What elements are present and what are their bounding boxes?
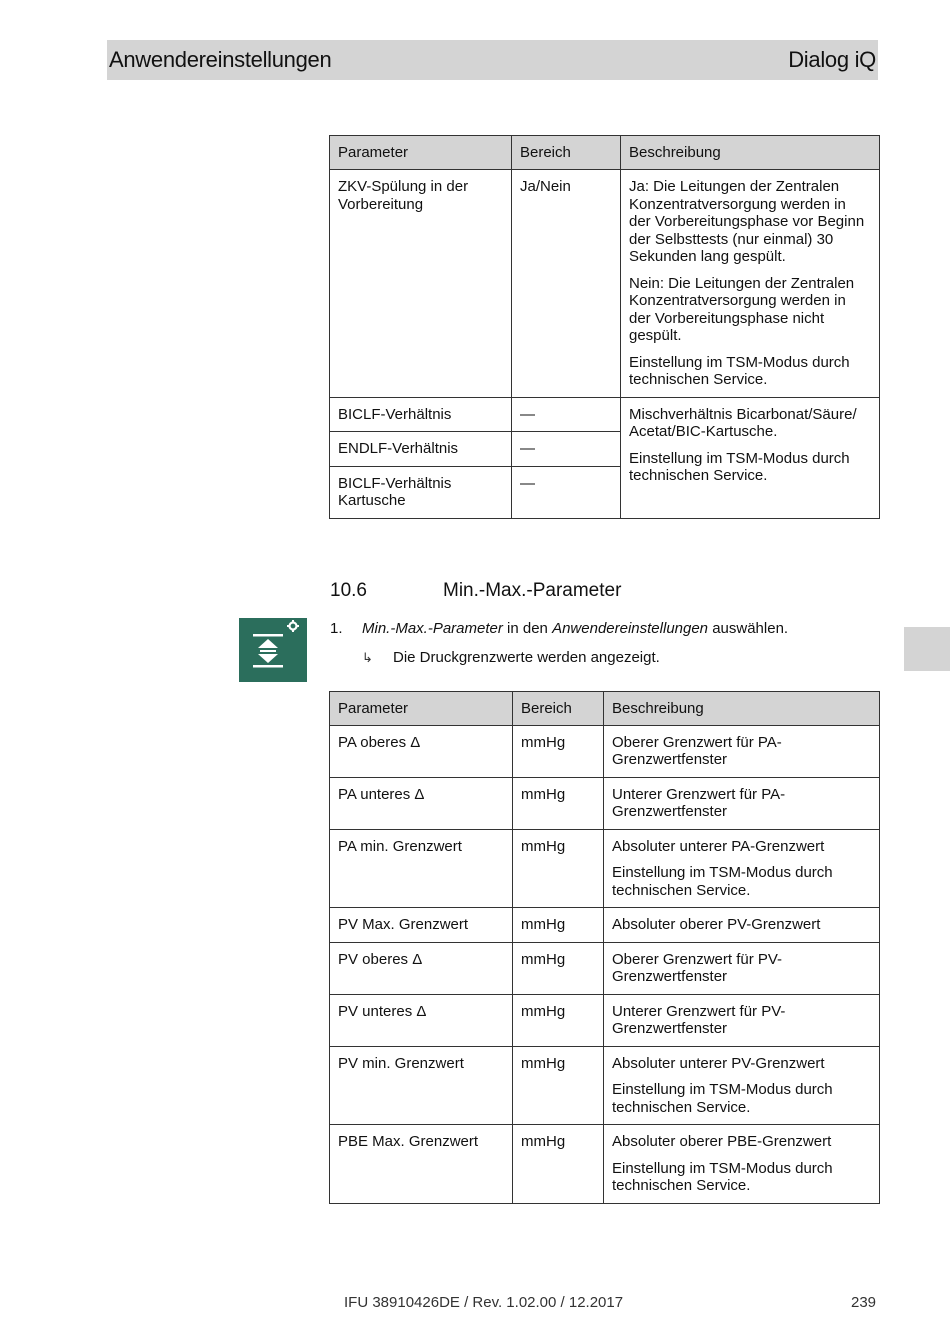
- param-cell: PBE Max. Grenzwert: [330, 1125, 513, 1204]
- description-cell: [604, 725, 880, 777]
- description-text: Absoluter unterer PV-Grenzwert: [612, 1054, 825, 1072]
- range-cell: Ja/Nein: [512, 170, 621, 398]
- description-text: Absoluter unterer PA-Grenzwert: [612, 837, 825, 855]
- header-range: Bereich: [512, 136, 621, 170]
- description-cell: [621, 170, 880, 398]
- description-text: Unterer Grenzwert für PV-Grenzwertfenster: [612, 1002, 786, 1037]
- description-text: Oberer Grenzwert für PA-Grenzwertfenster: [612, 733, 782, 768]
- param-cell: PV unteres Δ: [330, 994, 513, 1046]
- param-cell: PA unteres Δ: [330, 777, 513, 829]
- param-cell: PV oberes Δ: [330, 942, 513, 994]
- range-cell: mmHg: [513, 942, 604, 994]
- range-cell: —: [512, 432, 621, 467]
- step-text-part: in den: [502, 620, 553, 637]
- table-header-row: [330, 692, 880, 726]
- table-row: [330, 942, 880, 994]
- range-cell: —: [512, 397, 621, 432]
- table-row: [330, 725, 880, 777]
- header-range: Bereich: [513, 692, 604, 726]
- param-cell: PA min. Grenzwert: [330, 829, 513, 908]
- step-text-part: auswählen.: [708, 620, 789, 637]
- range-cell: mmHg: [513, 777, 604, 829]
- chapter-tab: [904, 627, 950, 671]
- table-row: [330, 908, 880, 943]
- min-max-parameter-settings-icon: [239, 618, 307, 682]
- step-text: [362, 620, 788, 637]
- description-text: Einstellung im TSM-Modus durch technischen Service.: [612, 1081, 833, 1116]
- table-row: [330, 777, 880, 829]
- header-description: Beschreibung: [621, 136, 880, 170]
- settings-table-2: [329, 691, 880, 1204]
- table-body: [330, 725, 880, 1203]
- description-text: Einstellung im TSM-Modus durch technischen Service.: [629, 353, 850, 388]
- description-text: Ja: Die Leitungen der Zentralen Konzentratversorgung werden in der Vorbereitungsphase vor Beginn der Selbsttests (nur einmal) 30 Sekunden lang gespült.: [629, 178, 865, 265]
- table-row: [330, 994, 880, 1046]
- range-cell: mmHg: [513, 1046, 604, 1125]
- step-number: 1.: [330, 620, 343, 637]
- step-result: [362, 649, 660, 666]
- description-text: Einstellung im TSM-Modus durch technischen Service.: [612, 1159, 833, 1194]
- step-menu-location: Anwendereinstellungen: [552, 620, 709, 637]
- description-cell: [604, 908, 880, 943]
- range-cell: —: [512, 466, 621, 518]
- description-text: Nein: Die Leitungen der Zentralen Konzentratversorgung werden in der Vorbereitungsphase nicht gespült.: [629, 274, 855, 344]
- header-product: Dialog iQ: [788, 47, 876, 72]
- step-menu-name: Min.-Max.-Parameter: [362, 620, 503, 637]
- page-header: [107, 40, 878, 80]
- footer-document-id: IFU 38910426DE / Rev. 1.02.00 / 12.2017: [344, 1294, 624, 1311]
- param-cell: PV Max. Grenzwert: [330, 908, 513, 943]
- description-text: Einstellung im TSM-Modus durch technischen Service.: [629, 449, 850, 484]
- range-cell: mmHg: [513, 725, 604, 777]
- param-cell: ZKV-Spülung in der Vorbereitung: [330, 170, 512, 398]
- description-text: Oberer Grenzwert für PV-Grenzwertfenster: [612, 950, 783, 985]
- description-cell: [604, 1046, 880, 1125]
- description-cell: [604, 942, 880, 994]
- header-parameter: Parameter: [330, 136, 512, 170]
- description-cell: [621, 397, 880, 518]
- description-text: Einstellung im TSM-Modus durch technischen Service.: [612, 864, 833, 899]
- param-cell: PV min. Grenzwert: [330, 1046, 513, 1125]
- header-parameter: Parameter: [330, 692, 513, 726]
- instruction-step: [330, 620, 788, 637]
- param-cell: BICLF-Verhältnis: [330, 397, 512, 432]
- range-cell: mmHg: [513, 908, 604, 943]
- page-number: 239: [851, 1294, 877, 1311]
- header-title: Anwendereinstellungen: [109, 47, 332, 72]
- table-row: [330, 1125, 880, 1204]
- description-cell: [604, 1125, 880, 1204]
- range-cell: mmHg: [513, 1125, 604, 1204]
- description-text: Unterer Grenzwert für PA-Grenzwertfenster: [612, 785, 786, 820]
- description-cell: [604, 994, 880, 1046]
- description-text: Absoluter oberer PV-Grenzwert: [612, 916, 821, 933]
- table-header-row: [330, 136, 880, 170]
- table-row: [330, 829, 880, 908]
- param-cell: ENDLF-Verhältnis: [330, 432, 512, 467]
- settings-table-1: [329, 135, 880, 519]
- table-row: [330, 1046, 880, 1125]
- section-number: 10.6: [330, 580, 367, 601]
- header-description: Beschreibung: [604, 692, 880, 726]
- param-cell: BICLF-Verhältnis Kartusche: [330, 466, 512, 518]
- range-cell: mmHg: [513, 829, 604, 908]
- description-text: Absoluter oberer PBE-Grenzwert: [612, 1133, 832, 1150]
- description-cell: [604, 777, 880, 829]
- description-text: Mischverhältnis Bicarbonat/Säure/ Acetat/BIC-Kartusche.: [629, 405, 857, 440]
- table-row: [330, 397, 880, 432]
- result-arrow-icon: ↳: [362, 649, 373, 665]
- description-cell: [604, 829, 880, 908]
- param-cell: PA oberes Δ: [330, 725, 513, 777]
- result-text: Die Druckgrenzwerte werden angezeigt.: [393, 649, 660, 666]
- section-title: Min.-Max.-Parameter: [443, 580, 622, 601]
- table-row: [330, 170, 880, 398]
- section-heading: [330, 580, 621, 602]
- range-cell: mmHg: [513, 994, 604, 1046]
